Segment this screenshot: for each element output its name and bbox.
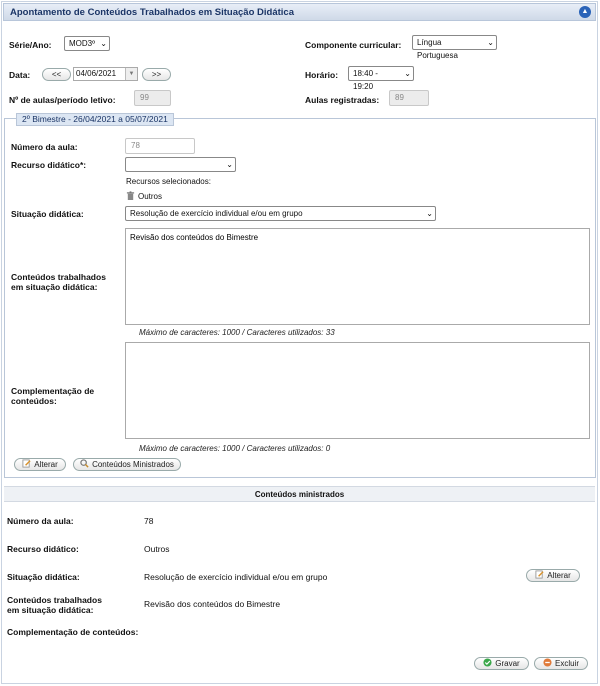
aulas-registradas-label: Aulas registradas:: [305, 95, 380, 105]
gravar-button-label: Gravar: [495, 659, 520, 668]
min-numero-label: Número da aula:: [7, 516, 74, 526]
complementacao-textarea[interactable]: [125, 342, 590, 439]
conteudos-char-count: Máximo de caracteres: 1000 / Caracteres utilizados: 33: [139, 328, 335, 337]
check-circle-icon: [483, 658, 492, 667]
conteudos-label-line1: Conteúdos trabalhados: [11, 272, 106, 282]
conteudos-textarea[interactable]: [125, 228, 590, 325]
complementacao-char-count: Máximo de caracteres: 1000 / Caracteres utilizados: 0: [139, 444, 331, 453]
min-conteudos-value: Revisão dos conteúdos do Bimestre: [144, 599, 281, 609]
min-situacao-value: Resolução de exercício individual e/ou em grupo: [144, 572, 328, 582]
ministrados-heading: Conteúdos ministrados: [4, 486, 595, 502]
conteudos-label: [11, 272, 106, 292]
prev-date-button[interactable]: <<: [42, 68, 71, 81]
chevron-down-icon: ⌄: [487, 38, 494, 47]
excluir-button-label: Excluir: [554, 659, 579, 668]
alterar-button-label: Alterar: [34, 460, 58, 469]
min-alterar-button[interactable]: [526, 569, 580, 582]
chevron-down-icon: ⌄: [404, 69, 411, 78]
conteudos-ministrados-button-label: Conteúdos Ministrados: [92, 460, 174, 469]
componente-select[interactable]: [412, 35, 497, 60]
aulas-periodo-field: 99: [134, 90, 171, 106]
gravar-button[interactable]: [474, 657, 529, 670]
edit-icon: [22, 459, 31, 468]
complementacao-label-line1: Complementação de: [11, 386, 95, 396]
min-numero-value: 78: [144, 516, 154, 526]
situacao-select-value: Resolução de exercício individual e/ou em grupo: [130, 209, 303, 218]
minus-circle-icon: [543, 658, 552, 667]
numero-aula-label: Número da aula:: [11, 142, 78, 152]
title-bar: [3, 3, 596, 21]
recurso-select[interactable]: [125, 157, 236, 172]
horario-label: Horário:: [305, 70, 339, 80]
situacao-select[interactable]: [125, 206, 436, 221]
recursos-selecionados-label: Recursos selecionados:: [126, 177, 211, 186]
excluir-button[interactable]: [534, 657, 588, 670]
recurso-item-label: Outros: [138, 192, 163, 201]
date-value: 04/06/2021: [76, 69, 117, 78]
calendar-dropdown-icon[interactable]: ▼: [125, 68, 137, 80]
complementacao-label-line2: conteúdos:: [11, 396, 57, 406]
recurso-item: [126, 191, 162, 201]
numero-aula-field[interactable]: 78: [125, 138, 195, 154]
serie-select[interactable]: [64, 36, 110, 51]
collapse-up-icon[interactable]: ▲: [579, 6, 591, 18]
alterar-button[interactable]: [14, 458, 66, 471]
chevron-down-icon: ⌄: [426, 209, 433, 218]
conteudos-ministrados-button[interactable]: [73, 458, 181, 471]
chevron-down-icon: ⌄: [226, 160, 233, 169]
min-conteudos-label: [7, 595, 102, 615]
conteudos-label-line2: em situação didática:: [11, 282, 98, 292]
bimestre-legend: 2º Bimestre - 26/04/2021 a 05/07/2021: [16, 113, 174, 126]
date-field[interactable]: [73, 67, 138, 81]
horario-select[interactable]: [348, 66, 414, 91]
trash-icon[interactable]: [126, 191, 135, 200]
complementacao-label: [11, 386, 94, 406]
recurso-label: Recurso didático*:: [11, 160, 87, 170]
next-date-button[interactable]: >>: [142, 68, 171, 81]
situacao-label: Situação didática:: [11, 209, 84, 219]
page-title: Apontamento de Conteúdos Trabalhados em Situação Didática: [10, 7, 294, 18]
aulas-periodo-label: Nº de aulas/período letivo:: [9, 95, 116, 105]
serie-select-value: MOD3º: [69, 39, 96, 48]
edit-icon: [535, 570, 544, 579]
search-icon: [80, 459, 89, 468]
serie-label: Série/Ano:: [9, 40, 52, 50]
horario-select-value: 18:40 - 19:20: [353, 69, 378, 91]
componente-select-value: Língua Portuguesa: [417, 38, 458, 60]
min-recurso-label: Recurso didático:: [7, 544, 79, 554]
min-conteudos-label-line2: em situação didática:: [7, 605, 94, 615]
min-recurso-value: Outros: [144, 544, 170, 554]
aulas-registradas-field: 89: [389, 90, 429, 106]
min-alterar-button-label: Alterar: [547, 571, 571, 580]
componente-label: Componente curricular:: [305, 40, 402, 50]
min-situacao-label: Situação didática:: [7, 572, 80, 582]
min-conteudos-label-line1: Conteúdos trabalhados: [7, 595, 102, 605]
min-complementacao-label: Complementação de conteúdos:: [7, 627, 139, 637]
chevron-down-icon: ⌄: [100, 39, 107, 48]
data-label: Data:: [9, 70, 31, 80]
